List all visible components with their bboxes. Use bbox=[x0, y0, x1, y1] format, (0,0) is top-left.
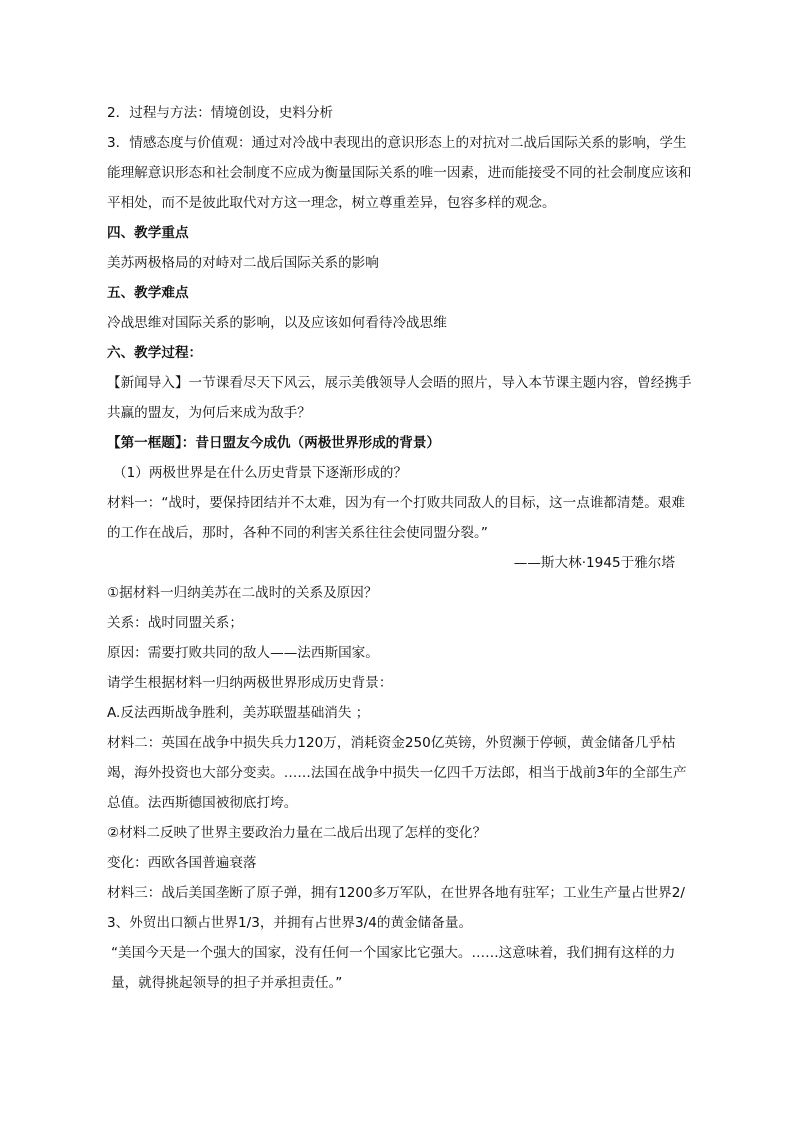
material-three: 材料三：战后美国垄断了原子弹，拥有1200多万军队，在世界各地有驻军；工业生产量占世界2/3、外贸出口额占世界1/3，并拥有占世界3/4的黄金储备量。 bbox=[107, 885, 685, 931]
material-two: 材料二：英国在战争中损失兵力120万，消耗资金250亿英镑，外贸濒于停顿，黄金储备几乎枯竭，海外投资也大部分变卖。……法国在战争中损失一亿四千万法郎，相当于战前3年的全部生产总值。法西斯德国被彻底打垮。 bbox=[107, 735, 687, 811]
material-three-quote: “美国今天是一个强大的国家，没有任何一个国家比它强大。……这意味着，我们拥有这样的力量，就得挑起领导的担子并承担责任。” bbox=[111, 945, 676, 991]
heading-teaching-difficulty: 五、教学难点 bbox=[107, 285, 189, 301]
background-point-a: A.反法西斯战争胜利，美苏联盟基础消失 ； bbox=[107, 705, 370, 721]
objective-attitude-values: 3．情感态度与价值观：通过对冷战中表现出的意识形态上的对抗对二战后国际关系的影响，学生能理解意识形态和社会制度不应成为衡量国际关系的唯一因素，进而能接受不同的社会制度应该和平相处，而不是彼此取代对方这一理念，树立尊重差异，包容多样的观念。 bbox=[107, 135, 692, 211]
answer-change: 变化：西欧各国普遍衰落 bbox=[107, 855, 257, 871]
question-material-one: ①据材料一归纳美苏在二战时的关系及原因？ bbox=[107, 585, 378, 601]
question-one: （1）两极世界是在什么历史背景下逐渐形成的？ bbox=[113, 465, 408, 481]
heading-teaching-process: 六、教学过程： bbox=[107, 345, 203, 361]
answer-relation: 关系：战时同盟关系； bbox=[107, 615, 243, 631]
news-intro: 【新闻导入】一节课看尽天下风云，展示美俄领导人会晤的照片，导入本节课主题内容，曾经携手共赢的盟友，为何后来成为敌手？ bbox=[107, 375, 692, 421]
answer-reason: 原因：需要打败共同的敌人——法西斯国家。 bbox=[107, 645, 379, 661]
heading-teaching-focus: 四、教学重点 bbox=[107, 225, 189, 241]
material-one-source: ——斯大林·1945于雅尔塔 bbox=[513, 555, 675, 571]
document-page bbox=[107, 98, 695, 998]
frame-one-title: 【第一框题】：昔日盟友今成仇（两极世界形成的背景） bbox=[107, 435, 441, 451]
teaching-focus-text: 美苏两极格局的对峙对二战后国际关系的影响 bbox=[107, 255, 379, 271]
question-material-two: ②材料二反映了世界主要政治力量在二战后出现了怎样的变化？ bbox=[107, 825, 487, 841]
student-prompt: 请学生根据材料一归纳两极世界形成历史背景： bbox=[107, 675, 393, 691]
objective-process-method: 2．过程与方法：情境创设，史料分析 bbox=[107, 105, 334, 121]
material-one: 材料一：“战时，要保持团结并不太难，因为有一个打败共同敌人的目标，这一点谁都清楚。艰难的工作在战后，那时，各种不同的利害关系往往会使同盟分裂。” bbox=[107, 495, 685, 541]
teaching-difficulty-text: 冷战思维对国际关系的影响，以及应该如何看待冷战思维 bbox=[107, 315, 447, 331]
